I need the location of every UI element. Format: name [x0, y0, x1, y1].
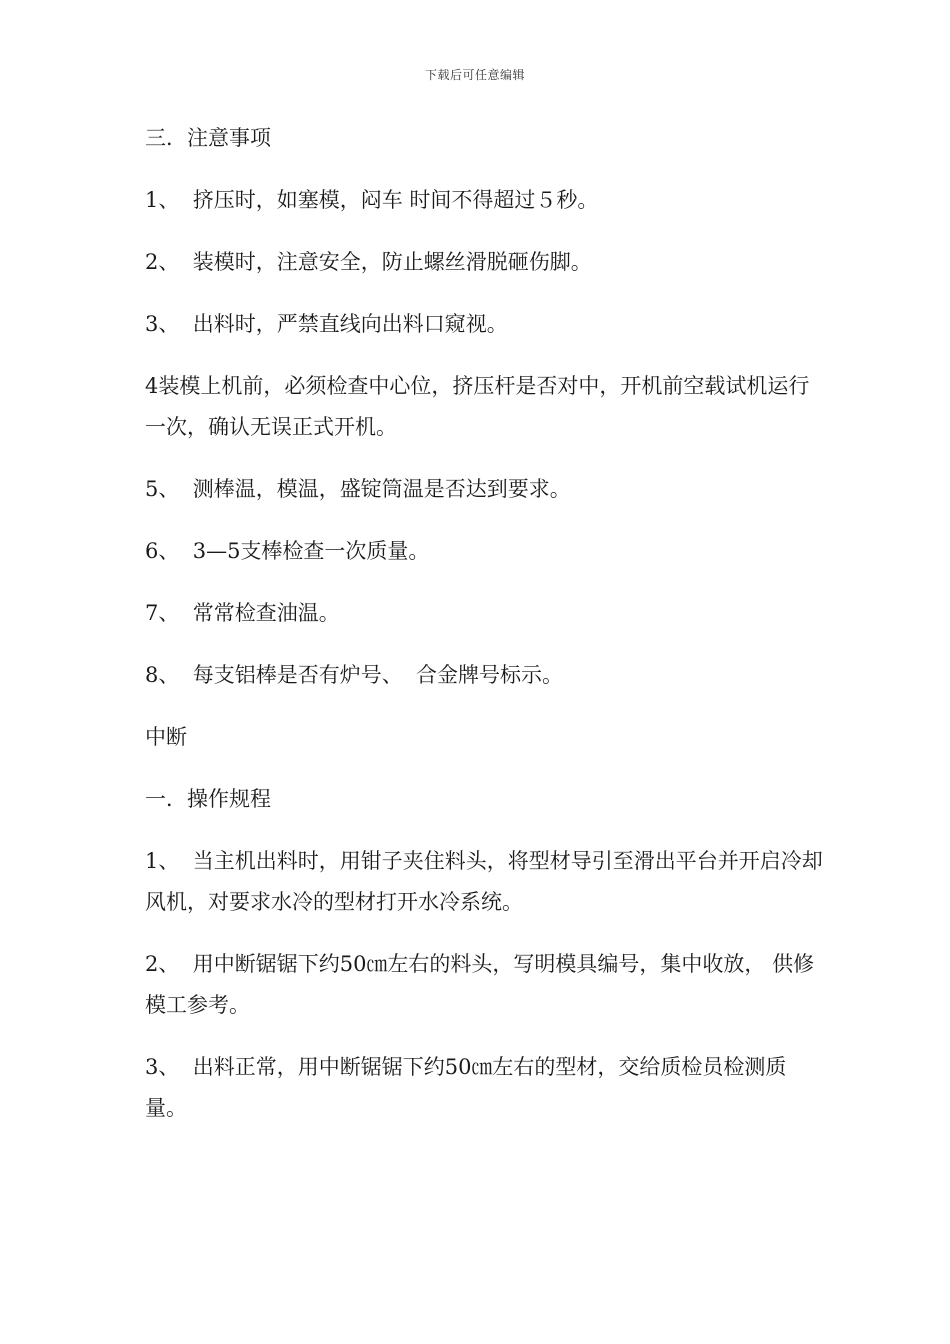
precaution-item-2: 2、 装模时，注意安全，防止螺丝滑脱砸伤脚。: [145, 250, 592, 274]
precaution-item-8: 8、 每支铝棒是否有炉号、 合金牌号标示。: [145, 663, 564, 687]
precaution-item-3: 3、 出料时，严禁直线向出料口窥视。: [145, 312, 508, 336]
section-title-precautions: 三．注意事项: [145, 126, 271, 150]
procedure-item-3: 3、 出料正常，用中断锯锯下约50㎝左右的型材，交给质检员检测质量。: [145, 1055, 787, 1120]
precaution-item-7: 7、 常常检查油温。: [145, 601, 340, 625]
precaution-item-6: 6、 3—5支棒检查一次质量。: [145, 539, 430, 563]
procedure-item-2: 2、 用中断锯锯下约50㎝左右的料头，写明模具编号，集中收放， 供修模工参考。: [145, 952, 815, 1017]
section-heading-interrupt: 中断: [145, 725, 187, 749]
precaution-item-1: 1、 挤压时，如塞模，闷车 时间不得超过５秒。: [145, 188, 599, 212]
precaution-item-4: 4装模上机前，必须检查中心位，挤压杆是否对中，开机前空载试机运行一次，确认无误正式开机。: [145, 374, 810, 439]
procedure-item-1: 1、 当主机出料时，用钳子夹住料头，将型材导引至滑出平台并开启冷却风机，对要求水冷的型材打开水冷系统。: [145, 849, 823, 914]
document-body: [145, 118, 825, 1150]
section-title-procedures: 一．操作规程: [145, 787, 271, 811]
precaution-item-5: 5、 测棒温，模温，盛锭筒温是否达到要求。: [145, 477, 571, 501]
page-header: 下载后可任意编辑: [424, 68, 525, 82]
